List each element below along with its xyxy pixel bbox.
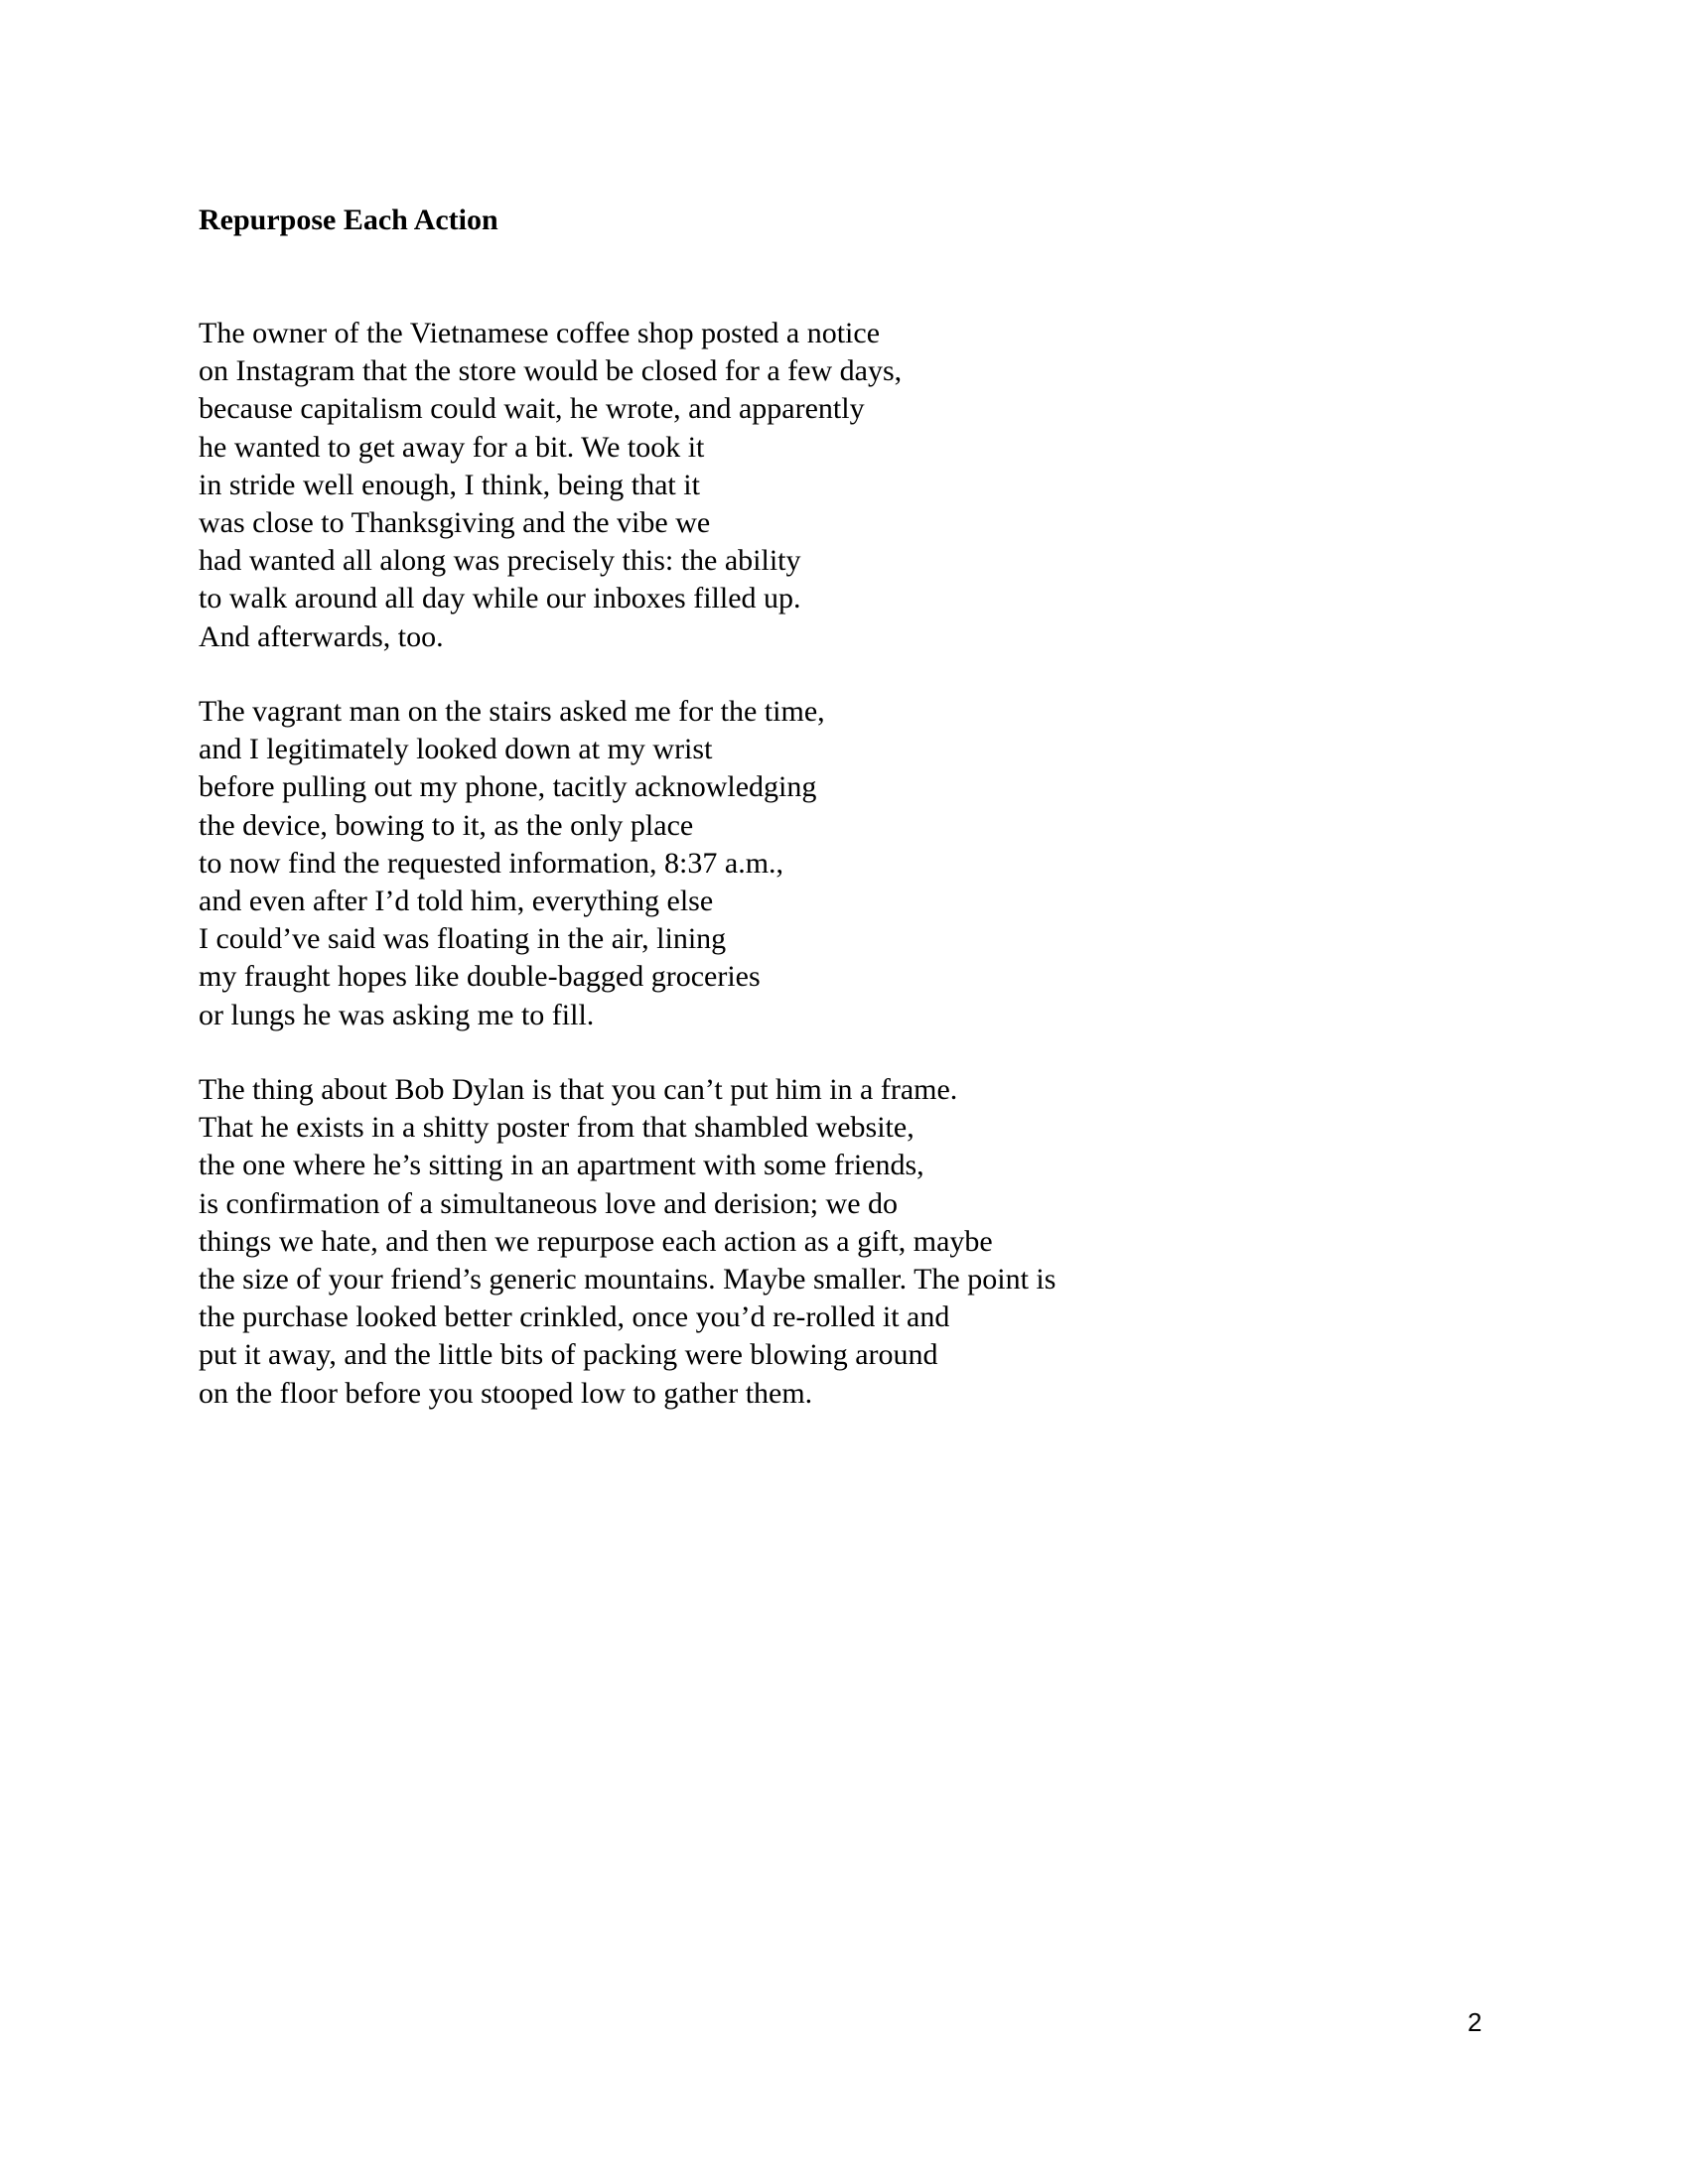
page-number: 2 [1468, 2007, 1482, 2037]
stanza-2 [199, 693, 825, 1034]
poem-line: my fraught hopes like double-bagged groceries [199, 960, 761, 994]
poem-line: is confirmation of a simultaneous love and derision; we do [199, 1186, 899, 1220]
poem-line: to now find the requested information, 8:37 a.m., [199, 846, 784, 880]
poem-line: because capitalism could wait, he wrote, and apparently [199, 392, 865, 426]
poem-line: things we hate, and then we repurpose each action as a gift, maybe [199, 1224, 993, 1258]
poem-line: was close to Thanksgiving and the vibe we [199, 505, 711, 539]
poem-line: the one where he’s sitting in an apartment with some friends, [199, 1149, 924, 1182]
poem-line: the size of your friend’s generic mountains. Maybe smaller. The point is [199, 1262, 1056, 1296]
poem-line: or lungs he was asking me to fill. [199, 998, 595, 1031]
poem-line: to walk around all day while our inboxes filled up. [199, 582, 801, 615]
poem-line: before pulling out my phone, tacitly acknowledging [199, 770, 817, 804]
poem-line: and even after I’d told him, everything else [199, 884, 714, 917]
poem-line: the purchase looked better crinkled, once you’d re-rolled it and [199, 1300, 950, 1334]
poem-line: in stride well enough, I think, being that it [199, 468, 700, 501]
poem-line: he wanted to get away for a bit. We took it [199, 430, 705, 464]
poem-line: That he exists in a shitty poster from that shambled website, [199, 1111, 914, 1145]
poem-line: the device, bowing to it, as the only place [199, 808, 694, 842]
stanza-3 [199, 1071, 1055, 1413]
poem-line: The owner of the Vietnamese coffee shop posted a notice [199, 317, 881, 349]
poem-line: The thing about Bob Dylan is that you can’t put him in a frame. [199, 1073, 958, 1106]
poem-line: on Instagram that the store would be closed for a few days, [199, 354, 903, 388]
stanza-1 [199, 315, 902, 656]
poem-line: And afterwards, too. [199, 619, 444, 653]
poem-line: I could’ve said was floating in the air, lining [199, 922, 727, 956]
poem-title: Repurpose Each Action [199, 204, 498, 236]
poem-line: put it away, and the little bits of packing were blowing around [199, 1338, 938, 1372]
poem-line: and I legitimately looked down at my wrist [199, 733, 713, 766]
poem-line: The vagrant man on the stairs asked me for the time, [199, 695, 825, 728]
poem-line: on the floor before you stooped low to gather them. [199, 1376, 813, 1410]
poem-line: had wanted all along was precisely this: the ability [199, 544, 801, 578]
